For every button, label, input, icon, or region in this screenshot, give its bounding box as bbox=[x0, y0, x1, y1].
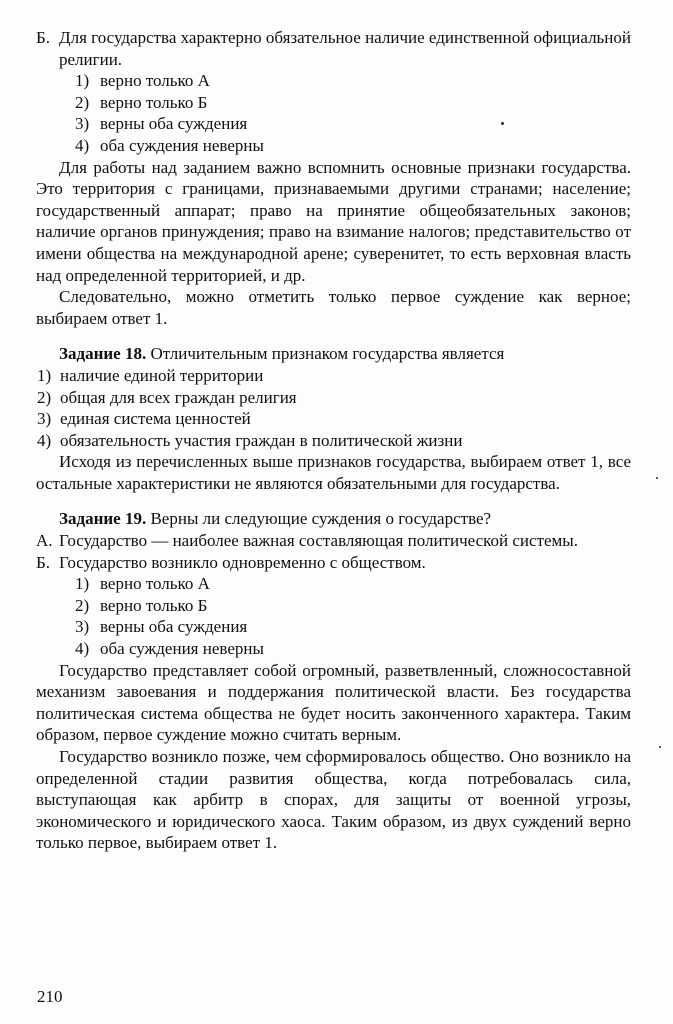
task-19-heading bbox=[36, 508, 631, 530]
statement-a bbox=[36, 530, 631, 552]
option-number: 3) bbox=[37, 409, 52, 429]
statement-a-label: А. bbox=[36, 531, 53, 551]
option-number: 2) bbox=[37, 387, 52, 407]
answer-option bbox=[36, 70, 631, 92]
statement-b-text: Государство возникло одновременно с обществом. bbox=[59, 552, 426, 572]
task-18-label: Задание 18. bbox=[59, 344, 147, 364]
paragraph-task-19-first-judgement: Государство представляет собой огромный, разветвленный, сложносоставной механизм завоевания и поддержания политической власти. Без государства политическая система общества не будет носить законченного характера. Таким образом, первое суждение можно считать верным. bbox=[36, 660, 631, 745]
statement-b-intro bbox=[36, 27, 631, 70]
paragraph-task-18-conclusion: Исходя из перечисленных выше признаков государства, выбираем ответ 1, все остальные характеристики не являются обязательными для государства. bbox=[36, 452, 631, 493]
paragraph-intro-conclusion: Следовательно, можно отметить только первое суждение как верное; выбираем ответ 1. bbox=[36, 287, 631, 328]
scan-speck bbox=[656, 477, 658, 479]
answer-option bbox=[36, 573, 631, 595]
statement-a-text: Государство — наиболее важная составляющая политической системы. bbox=[59, 531, 578, 551]
option-text: верно только А bbox=[100, 71, 210, 91]
answer-option bbox=[36, 430, 631, 452]
option-text: верны оба суждения bbox=[100, 617, 248, 637]
answer-option bbox=[36, 616, 631, 638]
option-text: верны оба суждения bbox=[100, 114, 248, 134]
option-text: оба суждения неверны bbox=[100, 135, 264, 155]
option-text: наличие единой территории bbox=[60, 365, 264, 385]
option-number: 1) bbox=[37, 365, 52, 385]
option-number: 2) bbox=[75, 595, 90, 615]
statement-b-intro-label: Б. bbox=[36, 28, 51, 47]
answer-option bbox=[36, 408, 631, 430]
task-18-question: Отличительным признаком государства является bbox=[150, 344, 505, 364]
option-text: общая для всех граждан религия bbox=[60, 387, 297, 407]
option-number: 4) bbox=[75, 639, 90, 659]
option-number: 3) bbox=[75, 114, 90, 134]
task-18-heading bbox=[36, 343, 631, 365]
answer-options-second bbox=[36, 573, 631, 659]
page-number: 210 bbox=[37, 987, 63, 1007]
option-text: обязательность участия граждан в политической жизни bbox=[60, 430, 463, 450]
answer-option bbox=[36, 365, 631, 387]
statement-b-label: Б. bbox=[36, 552, 51, 572]
answer-options-first bbox=[36, 70, 631, 156]
option-number: 1) bbox=[75, 71, 90, 91]
task-18-options bbox=[36, 365, 631, 451]
option-number: 3) bbox=[75, 617, 90, 637]
option-text: верно только А bbox=[100, 574, 210, 594]
task-19-question: Верны ли следующие суждения о государстве? bbox=[150, 509, 492, 529]
answer-option bbox=[36, 92, 631, 114]
scan-speck bbox=[501, 122, 504, 125]
option-number: 4) bbox=[75, 135, 90, 155]
paragraph-state-features: Для работы над заданием важно вспомнить основные признаки государства. Это территория с границами, признаваемыми другими странами; население; государственный аппарат; право на принятие общеобязательных законов; наличие органов принуждения; право на взимание налогов; представительство от имени общества на международной арене; суверенитет, то есть верховная власть над определенной территорией, и др. bbox=[36, 157, 631, 285]
option-number: 4) bbox=[37, 430, 52, 450]
option-text: оба суждения неверны bbox=[100, 639, 264, 659]
statement-b bbox=[36, 552, 631, 574]
scan-speck bbox=[659, 746, 661, 748]
answer-option bbox=[36, 595, 631, 617]
paragraph-task-19-second-judgement: Государство возникло позже, чем сформировалось общество. Оно возникло на определенной стадии развития общества, когда потребовалась сила, выступающая как арбитр в спорах, для защиты от военной угрозы, экономического и юридического хаоса. Таким образом, из двух суждений верно только первое, выбираем ответ 1. bbox=[36, 747, 631, 853]
answer-option bbox=[36, 387, 631, 409]
answer-option bbox=[36, 113, 631, 135]
answer-option bbox=[36, 638, 631, 660]
option-text: верно только Б bbox=[100, 92, 208, 112]
option-number: 1) bbox=[75, 574, 90, 594]
statement-b-intro-text: Для государства характерно обязательное наличие единственной официальной религии. bbox=[59, 28, 631, 69]
option-number: 2) bbox=[75, 92, 90, 112]
answer-option bbox=[36, 135, 631, 157]
option-text: верно только Б bbox=[100, 595, 208, 615]
task-19-label: Задание 19. bbox=[59, 509, 147, 529]
option-text: единая система ценностей bbox=[60, 409, 251, 429]
